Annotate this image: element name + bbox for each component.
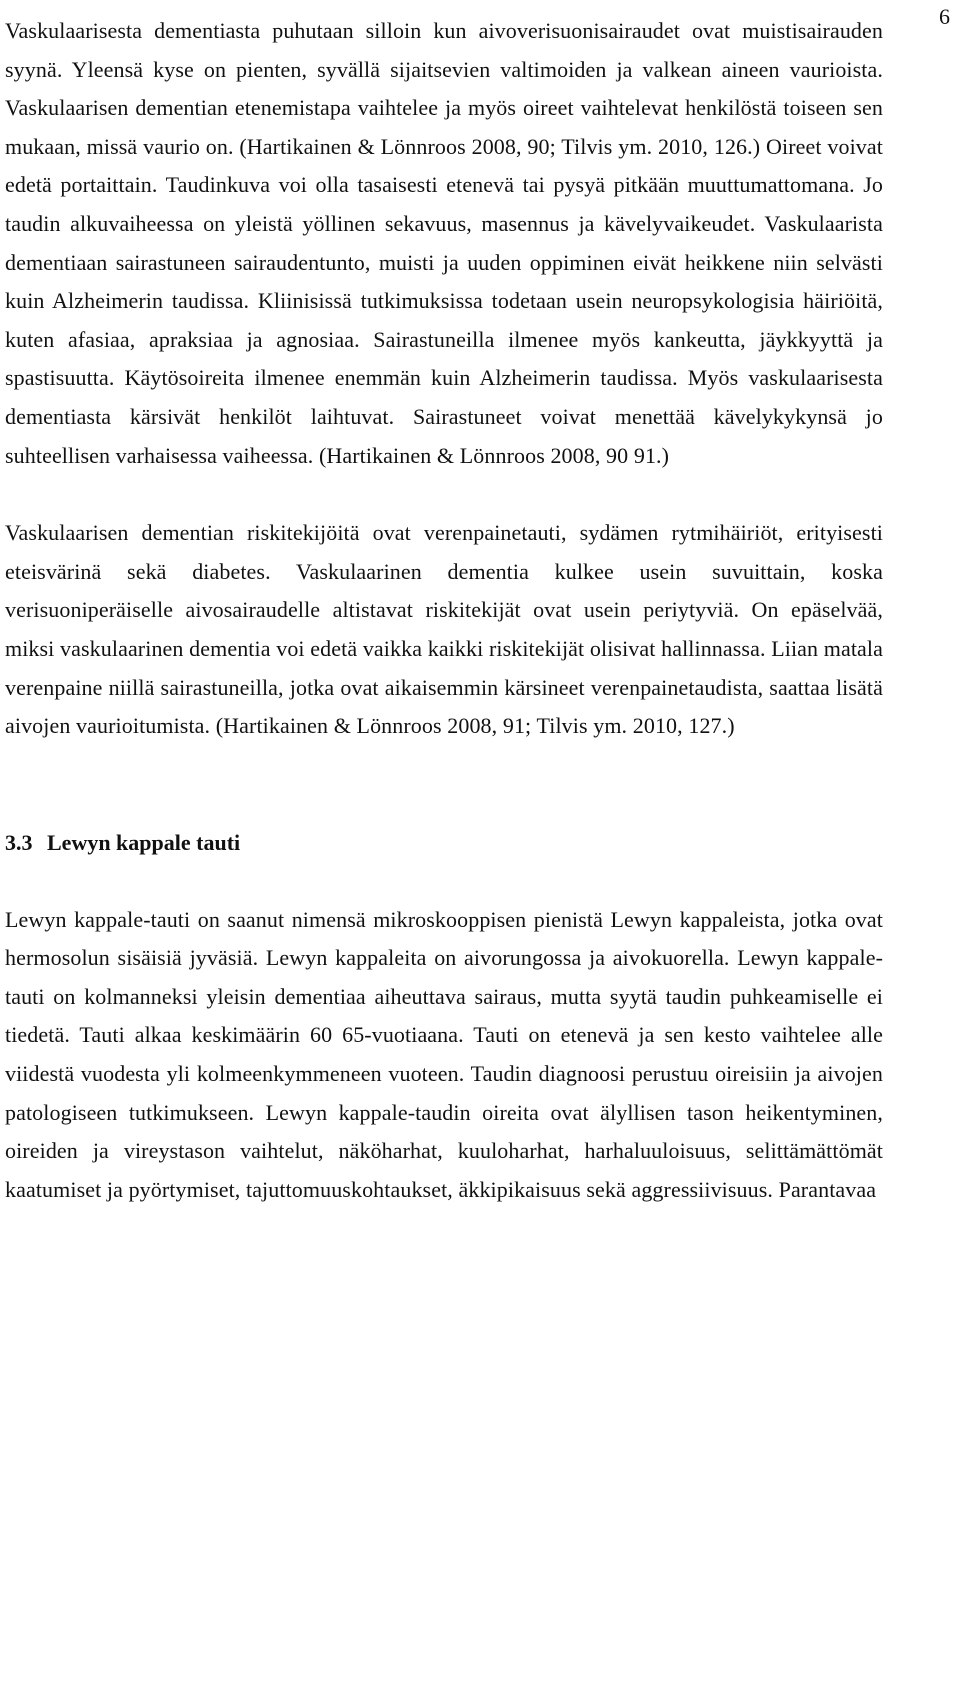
document-body [5, 12, 883, 1209]
paragraph-vascular-dementia-risk-factors: Vaskulaarisen dementian riskitekijöitä ovat verenpainetauti, sydämen rytmihäiriöt, erityisesti eteisvärinä sekä diabetes. Vaskulaarinen dementia kulkee usein suvuittain, koska verisuoniperäiselle aivosairaudelle altistavat riskitekijät ovat usein periytyviä. On epäselvää, miksi vaskulaarinen dementia voi edetä vaikka kaikki riskitekijät olisivat hallinnassa. Liian matala verenpaine niillä sairastuneilla, jotka ovat aikaisemmin kärsineet verenpainetaudista, saattaa lisätä aivojen vaurioitumista. (Hartikainen & Lönnroos 2008, 91; Tilvis ym. 2010, 127.) [5, 520, 883, 739]
page-number: 6 [939, 4, 950, 29]
paragraph-lewy-body-disease: Lewyn kappale-tauti on saanut nimensä mikroskooppisen pienistä Lewyn kappaleista, jotka ovat hermosolun sisäisiä jyväsiä. Lewyn kappaleita on aivorungossa ja aivokuorella. Lewyn kappale-tauti on kolmanneksi yleisin dementiaa aiheuttava sairaus, mutta syytä taudin puhkeamiselle ei tiedetä. Tauti alkaa keskimäärin 60 65-vuotiaana. Tauti on etenevä ja sen kesto vaihtelee alle viidestä vuodesta yli kolmeenkymmeneen vuoteen. Taudin diagnoosi perustuu oireisiin ja aivojen patologiseen tutkimukseen. Lewyn kappale-taudin oireita ovat älyllisen tason heikentyminen, oireiden ja vireystason vaihtelut, näköharhat, kuuloharhat, harhaluuloisuus, selittämättömät kaatumiset ja pyörtymiset, tajuttomuuskohtaukset, äkkipikaisuus sekä aggressiivisuus. Parantavaa [5, 906, 883, 1202]
section-number: 3.3 [5, 829, 33, 855]
section-heading [5, 824, 883, 862]
section-title: Lewyn kappale tauti [47, 829, 241, 855]
paragraph-vascular-dementia-symptoms: Vaskulaarisesta dementiasta puhutaan silloin kun aivoverisuonisairaudet ovat muistisairauden syynä. Yleensä kyse on pienten, syvällä sijaitsevien valtimoiden ja valkean aineen vaurioista. Vaskulaarisen dementian etenemistapa vaihtelee ja myös oireet vaihtelevat henkilöstä toiseen sen mukaan, missä vaurio on. (Hartikainen & Lönnroos 2008, 90; Tilvis ym. 2010, 126.) Oireet voivat edetä portaittain. Taudinkuva voi olla tasaisesti etenevä tai pysyä pitkään muuttumattomana. Jo taudin alkuvaiheessa on yleistä yöllinen sekavuus, masennus ja kävelyvaikeudet. Vaskulaarista dementiaan sairastuneen sairaudentunto, muisti ja uuden oppiminen eivät heikkene niin selvästi kuin Alzheimerin taudissa. Kliinisissä tutkimuksissa todetaan usein neuropsykologisia häiriöitä, kuten afasiaa, apraksiaa ja agnosiaa. Sairastuneilla ilmenee myös kankeutta, jäykkyyttä ja spastisuutta. Käytösoireita ilmenee enemmän kuin Alzheimerin taudissa. Myös vaskulaarisesta dementiasta kärsivät henkilöt laihtuvat. Sairastuneet voivat menettää kävelykykynsä jo suhteellisen varhaisessa vaiheessa. (Hartikainen & Lönnroos 2008, 90 91.) [5, 18, 883, 468]
